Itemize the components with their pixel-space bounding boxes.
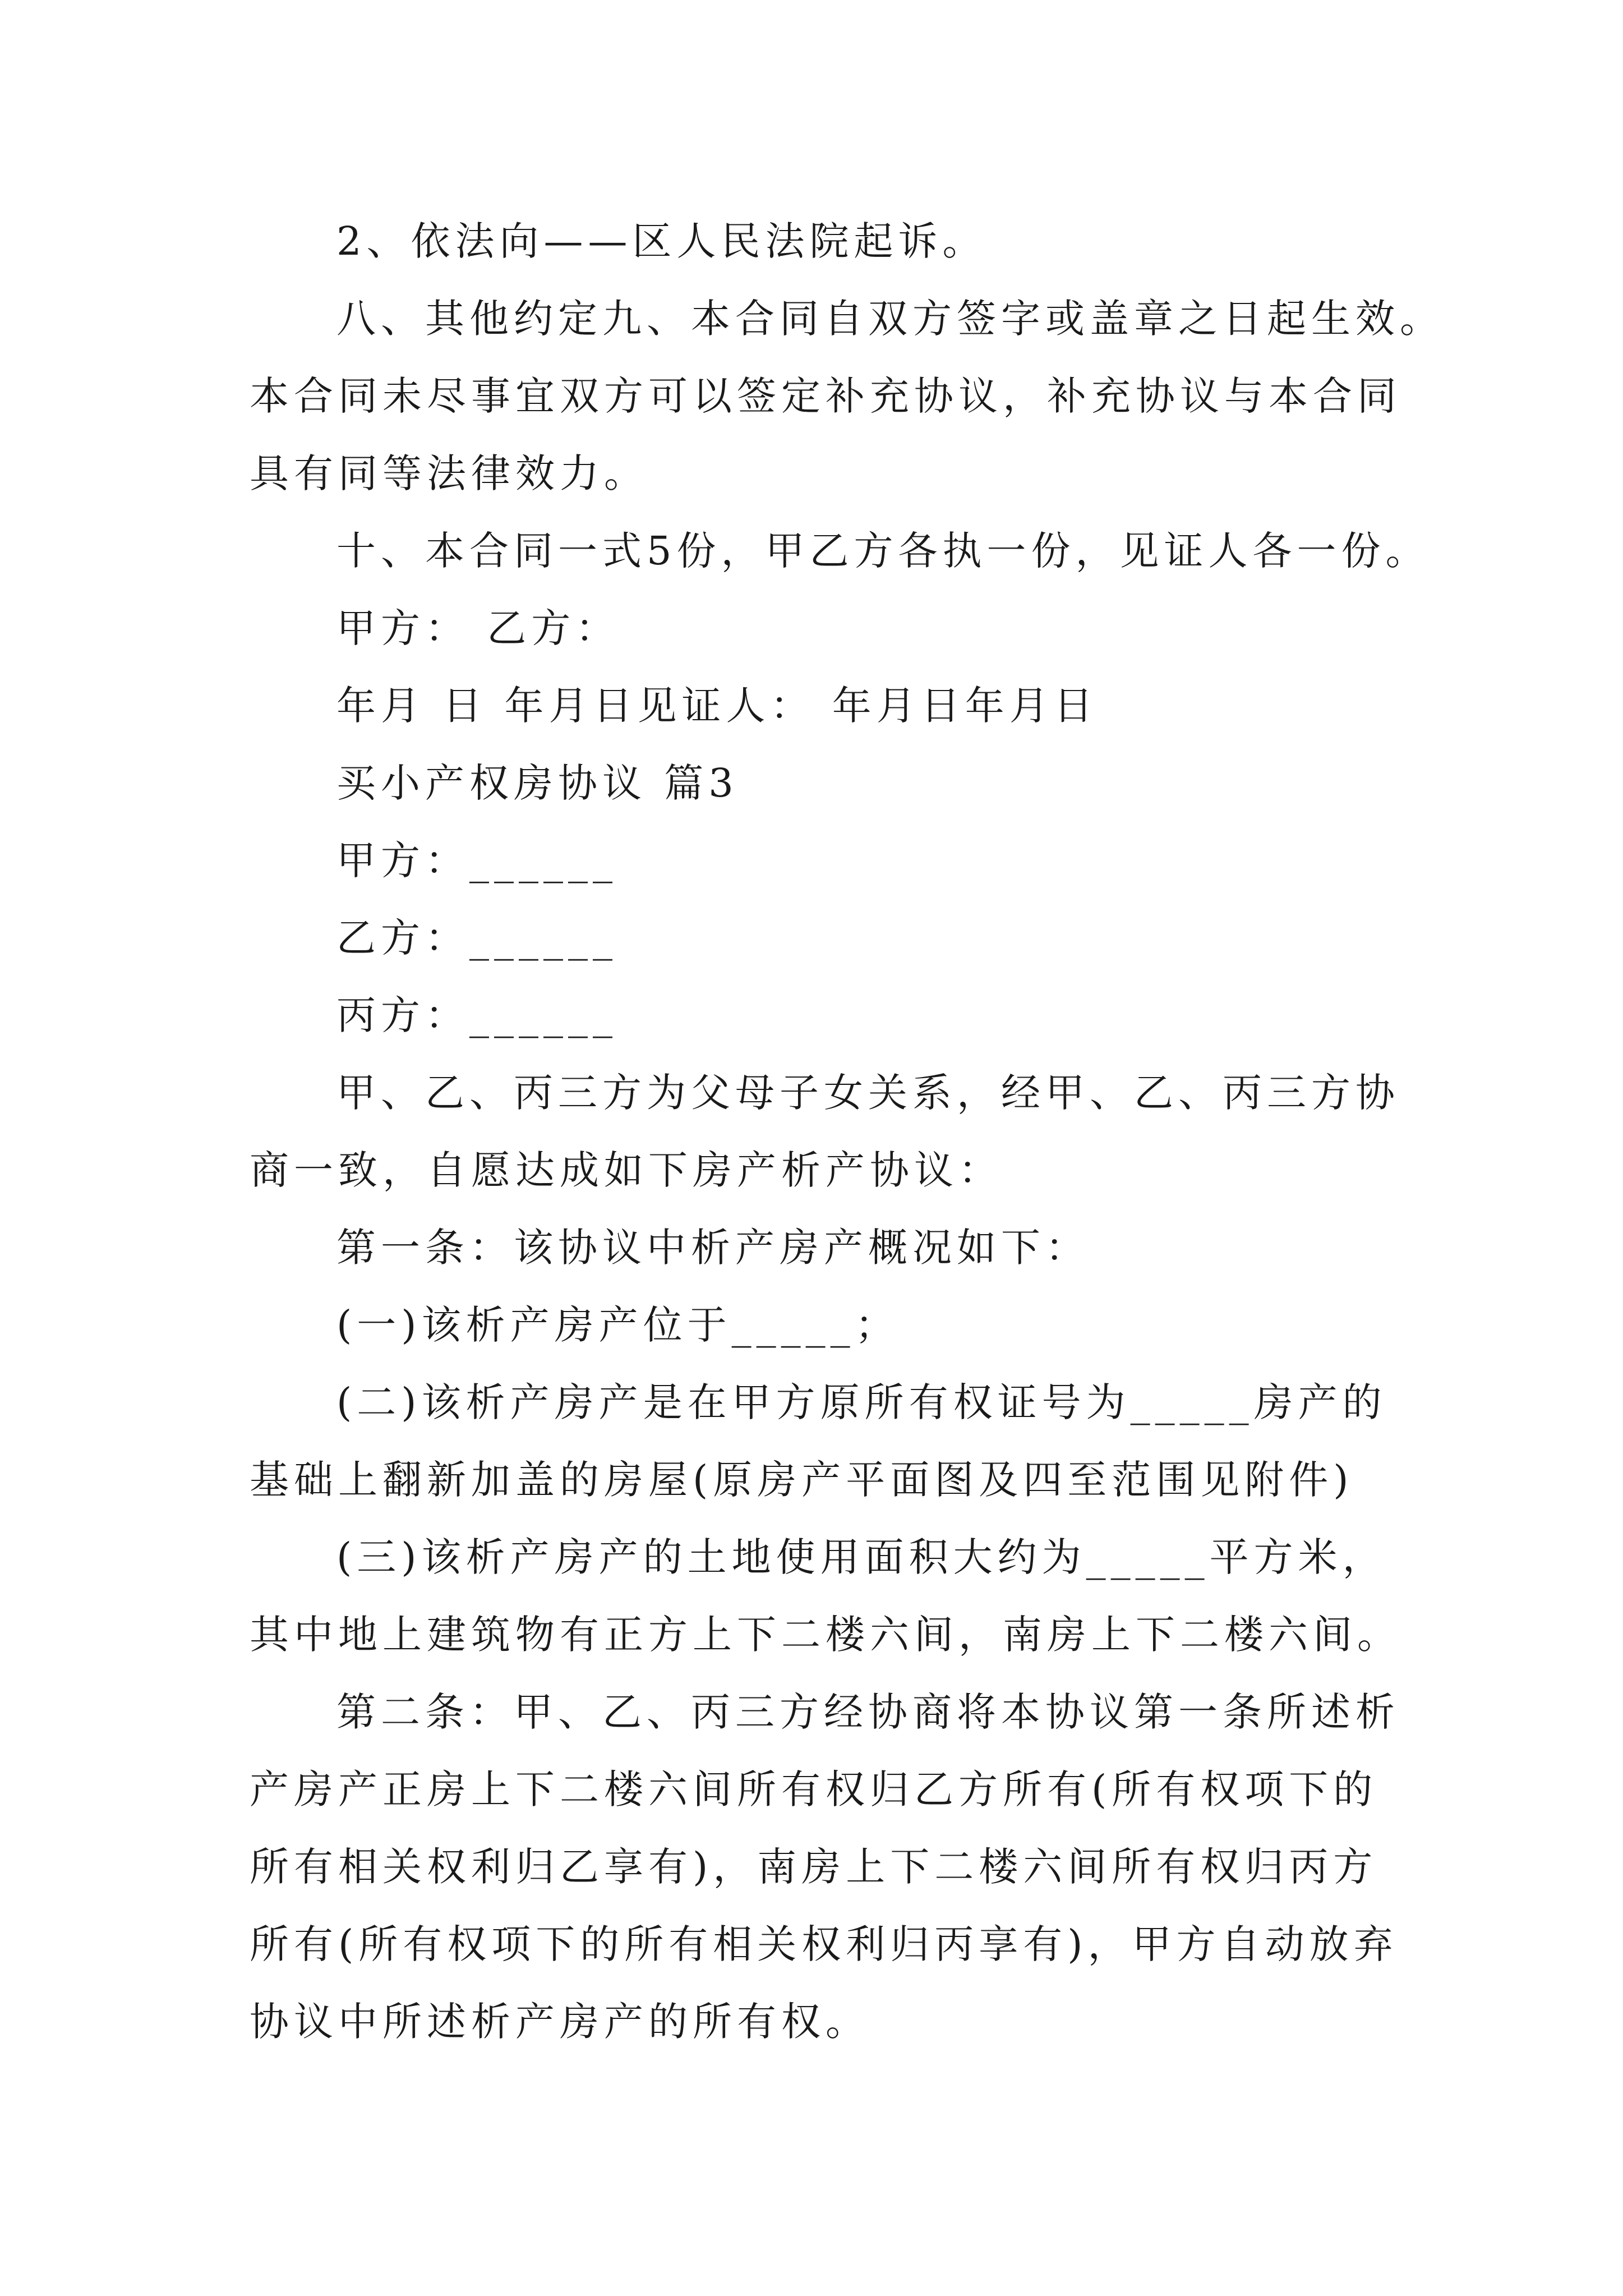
article-2-line-1: 第二条：甲、乙、丙三方经协商将本协议第一条所述析 xyxy=(336,1689,1400,1735)
paragraph-line-12: 甲、乙、丙三方为父母子女关系，经甲、乙、丙三方协 xyxy=(336,1070,1400,1116)
paragraph-line-2: 八、其他约定九、本合同自双方签字或盖章之日起生效。 xyxy=(336,296,1444,342)
paragraph-line-3: 本合同未尽事宜双方可以签定补充协议，补充协议与本合同 xyxy=(250,373,1401,419)
party-b-line: 乙方：______ xyxy=(336,915,617,961)
article-1-heading: 第一条：该协议中析产房产概况如下： xyxy=(336,1225,1090,1271)
article-2-line-5: 协议中所述析产房产的所有权。 xyxy=(250,1999,870,2045)
paragraph-line-5: 十、本合同一式5份，甲乙方各执一份，见证人各一份。 xyxy=(336,528,1430,574)
paragraph-line-13: 商一致，自愿达成如下房产析产协议： xyxy=(250,1147,1003,1193)
clause-1-item-2: (二)该析产房产是在甲方原所有权证号为_____房产的 xyxy=(336,1379,1387,1425)
party-a-line: 甲方：______ xyxy=(336,838,617,884)
signature-parties-line: 甲方： 乙方： xyxy=(336,605,620,651)
article-2-line-4: 所有(所有权项下的所有相关权利归丙享有)，甲方自动放弃 xyxy=(250,1921,1398,1967)
paragraph-line-4: 具有同等法律效力。 xyxy=(250,450,648,496)
party-c-line: 丙方：______ xyxy=(336,992,617,1038)
clause-1-item-3: (三)该析产房产的土地使用面积大约为_____平方米， xyxy=(336,1534,1387,1580)
clause-1-item-2-cont: 基础上翻新加盖的房屋(原房产平面图及四至范围见附件) xyxy=(250,1457,1354,1503)
section-heading: 买小产权房协议 篇3 xyxy=(336,760,739,806)
clause-1-item-3-cont: 其中地上建筑物有正方上下二楼六间，南房上下二楼六间。 xyxy=(250,1612,1401,1658)
clause-1-item-1: (一)该析产房产位于_____； xyxy=(336,1302,900,1348)
paragraph-line-1: 2、依法向——区人民法院起诉。 xyxy=(336,218,987,264)
article-2-line-3: 所有相关权利归乙享有)，南房上下二楼六间所有权归丙方 xyxy=(250,1844,1378,1890)
article-2-line-2: 产房产正房上下二楼六间所有权归乙方所有(所有权项下的 xyxy=(250,1766,1378,1812)
signature-dates-line: 年月 日 年月日见证人： 年月日年月日 xyxy=(336,683,1098,729)
